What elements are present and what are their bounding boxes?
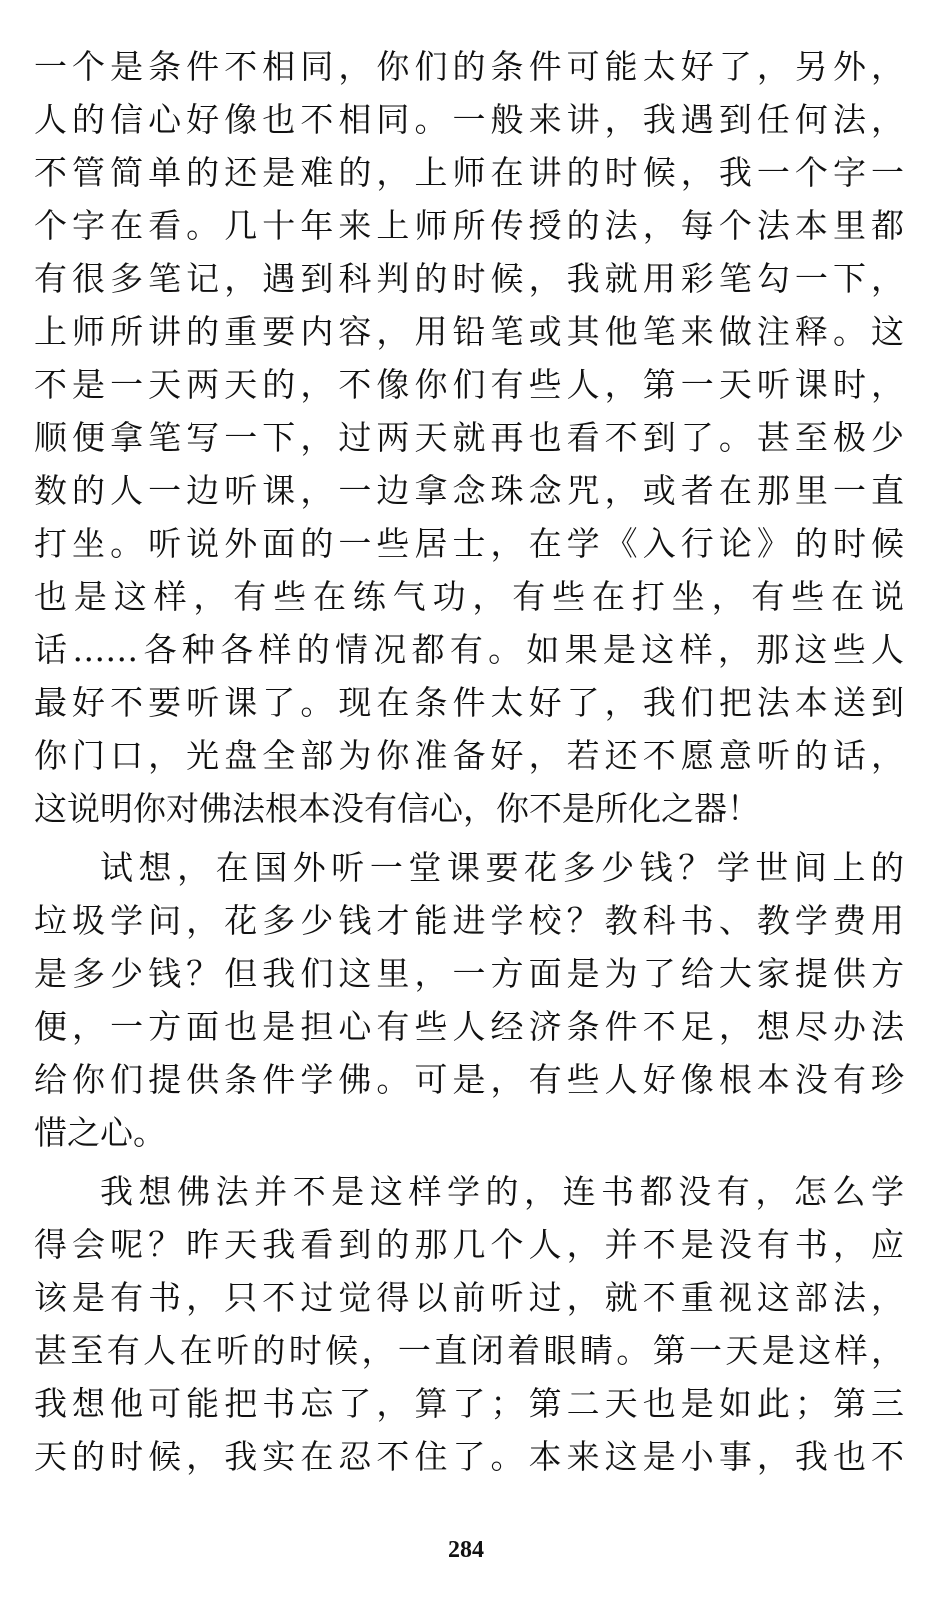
text-line: 便，一方面也是担心有些人经济条件不足，想尽办法	[34, 1007, 904, 1046]
text-line: 数的人一边听课，一边拿念珠念咒，或者在那里一直	[34, 471, 904, 510]
text-line: 我想他可能把书忘了，算了；第二天也是如此；第三	[34, 1384, 904, 1423]
text-line: 是多少钱？但我们这里，一方面是为了给大家提供方	[34, 954, 904, 993]
body-text	[34, 40, 904, 1483]
text-line: 人的信心好像也不相同。一般来讲，我遇到任何法，	[34, 100, 904, 139]
text-line: 给你们提供条件学佛。可是，有些人好像根本没有珍	[34, 1060, 904, 1099]
text-line: 垃圾学问，花多少钱才能进学校？教科书、教学费用	[34, 901, 904, 940]
text-line: 我想佛法并不是这样学的，连书都没有，怎么学	[100, 1172, 904, 1211]
page-number: 284	[448, 1537, 484, 1563]
text-line: 顺便拿笔写一下，过两天就再也看不到了。甚至极少	[34, 418, 904, 457]
text-line: 个字在看。几十年来上师所传授的法，每个法本里都	[34, 206, 904, 245]
text-line: 惜之心。	[34, 1113, 166, 1152]
text-line: 上师所讲的重要内容，用铅笔或其他笔来做注释。这	[34, 312, 904, 351]
text-line: 一个是条件不相同，你们的条件可能太好了，另外，	[34, 47, 904, 86]
text-line: 不管简单的还是难的，上师在讲的时候，我一个字一	[34, 153, 904, 192]
text-line: 甚至有人在听的时候，一直闭着眼睛。第一天是这样，	[34, 1331, 904, 1370]
text-line: 这说明你对佛法根本没有信心，你不是所化之器！	[34, 789, 760, 828]
text-line: 得会呢？昨天我看到的那几个人，并不是没有书，应	[34, 1225, 904, 1264]
text-line: 有很多笔记，遇到科判的时候，我就用彩笔勾一下，	[34, 259, 904, 298]
text-line: 你门口，光盘全部为你准备好，若还不愿意听的话，	[34, 736, 904, 775]
text-line: 也是这样，有些在练气功，有些在打坐，有些在说	[34, 577, 904, 616]
text-line: 最好不要听课了。现在条件太好了，我们把法本送到	[34, 683, 904, 722]
text-line: 打坐。听说外面的一些居士，在学《入行论》的时候	[34, 524, 904, 563]
text-line: 试想，在国外听一堂课要花多少钱？学世间上的	[100, 848, 904, 887]
text-line: 天的时候，我实在忍不住了。本来这是小事，我也不	[34, 1437, 904, 1476]
text-line: 话……各种各样的情况都有。如果是这样，那这些人	[34, 630, 904, 669]
text-line: 该是有书，只不过觉得以前听过，就不重视这部法，	[34, 1278, 904, 1317]
text-line: 不是一天两天的，不像你们有些人，第一天听课时，	[34, 365, 904, 404]
